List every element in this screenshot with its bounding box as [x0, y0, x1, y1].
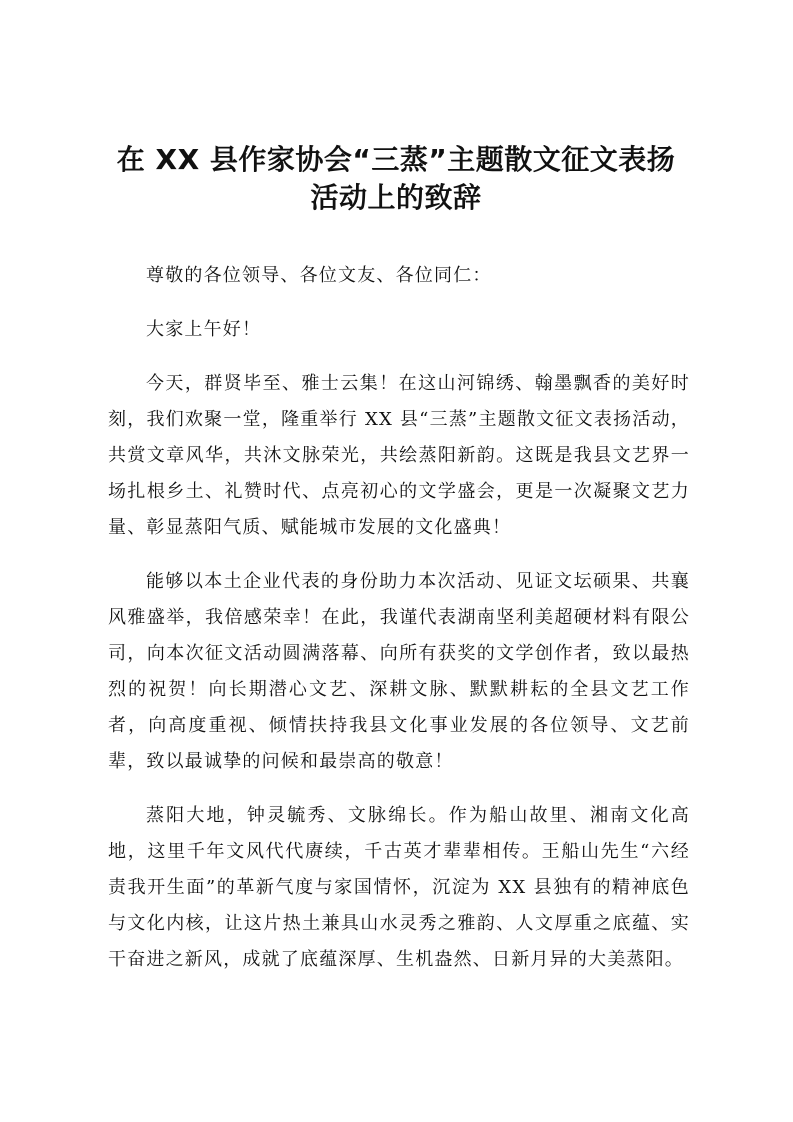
salutation-paragraph: 尊敬的各位领导、各位文友、各位同仁： — [146, 265, 492, 286]
document-body — [108, 258, 690, 996]
title-line-1: 在 XX 县作家协会“三蒸”主题散文征文表扬 — [116, 143, 676, 176]
body-paragraph: 蒸阳大地，钟灵毓秀、文脉绵长。作为船山故里、湘南文化高地，这里千年文风代代赓续，千古英才辈辈相传。王船山先生“六经责我开生面”的革新气度与家国情怀，沉淀为 XX 县独有的精神底色与文化内核，让这片热土兼具山水灵秀之雅韵、人文厚重之底蕴、实干奋进之新风，成就了底蕴深厚、生机盎然、日新月异的大美蒸阳。 — [108, 805, 690, 970]
body-paragraph: 能够以本土企业代表的身份助力本次活动、见证文坛硕果、共襄风雅盛举，我倍感荣幸！在此，我谨代表湖南坚利美超硬材料有限公司，向本次征文活动圆满落幕、向所有获奖的文学创作者，致以最热烈的祝贺！向长期潜心文艺、深耕文脉、默默耕耘的全县文艺工作者，向高度重视、倾情扶持我县文化事业发展的各位领导、文艺前辈，致以最诚挚的问候和最崇高的敬意！ — [108, 571, 690, 772]
body-paragraph: 今天，群贤毕至、雅士云集！在这山河锦绣、翰墨飘香的美好时刻，我们欢聚一堂，隆重举行 XX 县“三蒸”主题散文征文表扬活动，共赏文章风华，共沐文脉荣光，共绘蒸阳新韵。这既是我县文艺界一场扎根乡土、礼赞时代、点亮初心的文学盛会，更是一次凝聚文艺力量、彰显蒸阳气质、赋能城市发展的文化盛典！ — [108, 373, 690, 538]
document-title — [96, 141, 696, 217]
greeting-paragraph: 大家上午好！ — [146, 319, 262, 340]
title-line-2: 活动上的致辞 — [310, 181, 482, 214]
